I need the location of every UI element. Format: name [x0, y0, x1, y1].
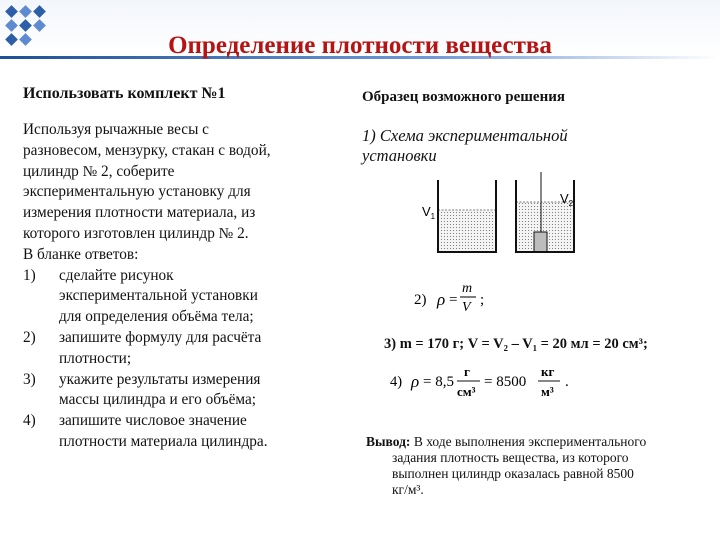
- step-line: укажите результаты измерения: [59, 370, 261, 388]
- water-left: [438, 210, 496, 252]
- task-step: [23, 328, 343, 370]
- task-line: экспериментальную установку для: [23, 183, 251, 201]
- rho-symbol: ρ: [411, 372, 420, 391]
- value-kg-m3: = 8500: [484, 374, 527, 390]
- unit-numerator: г: [464, 364, 470, 379]
- step-line: запишите формулу для расчёта: [59, 328, 262, 346]
- formula-result: [386, 364, 586, 404]
- conclusion-line: задания плотность вещества, из которого: [392, 450, 629, 465]
- task-step: [23, 370, 343, 412]
- task-line: Используя рычажные весы с: [23, 121, 209, 138]
- cylinder: [534, 232, 547, 252]
- solution-heading: Образец возможного решения: [362, 89, 565, 105]
- equals-sign: =: [449, 292, 458, 308]
- conclusion-line: кг/м³.: [392, 482, 424, 497]
- step-line: плотности материала цилиндра.: [59, 432, 268, 450]
- task-line: разновесом, мензурку, стакан с водой,: [23, 141, 271, 159]
- kit-heading: Использовать комплект №1: [23, 85, 226, 102]
- step-number: 4): [23, 412, 36, 430]
- scheme-line: установки: [362, 146, 437, 165]
- v1-label: $V_1$: [422, 204, 436, 221]
- step-line: запишите числовое значение: [59, 412, 247, 430]
- step-number: 2): [23, 328, 36, 346]
- step-line: массы цилиндра и его объёма;: [59, 391, 256, 409]
- fraction-numerator: m: [462, 281, 473, 296]
- formula-measurements: 3) m = 170 г; V = V₂ – V₁ = 20 мл = 20 см³;: [384, 336, 648, 352]
- unit-numerator: кг: [541, 364, 555, 379]
- task-line: которого изготовлен цилиндр № 2.: [23, 224, 249, 242]
- unit-denominator: м³: [541, 384, 554, 399]
- unit-denominator: см³: [457, 384, 476, 399]
- step-line: для определения объёма тела;: [59, 308, 254, 326]
- step-line: сделайте рисунок: [59, 266, 174, 284]
- task-text: [23, 120, 343, 453]
- task-step: [23, 411, 343, 453]
- v2-label: $V_2$: [560, 191, 574, 208]
- page-title: Определение плотности вещества: [168, 32, 552, 59]
- beakers-diagram: [410, 172, 610, 268]
- conclusion: [366, 434, 706, 498]
- conclusion-lead: Вывод:: [366, 434, 411, 449]
- task-line: измерения плотности материала, из: [23, 204, 256, 222]
- scheme-line: 1) Схема экспериментальной: [362, 126, 568, 145]
- step-line: плотности;: [59, 349, 132, 367]
- conclusion-line: выполнен цилиндр оказалась равной 8500: [392, 466, 634, 481]
- formula-number: 2): [414, 292, 427, 308]
- fraction-denominator: V: [462, 300, 471, 315]
- task-line: цилиндр № 2, соберите: [23, 162, 175, 180]
- step-number: 1): [23, 266, 36, 284]
- formula-tail: ;: [480, 292, 485, 308]
- formula-tail: .: [565, 374, 569, 390]
- task-line: В бланке ответов:: [23, 245, 139, 263]
- conclusion-line: В ходе выполнения экспериментального: [413, 434, 647, 449]
- formula-number: 4): [390, 374, 403, 390]
- rho-symbol: ρ: [437, 290, 446, 309]
- value-g-cm3: = 8,5: [423, 374, 454, 390]
- scheme-caption: [362, 126, 568, 166]
- step-number: 3): [23, 370, 36, 388]
- formula-density: [410, 278, 500, 318]
- step-line: экспериментальной установки: [59, 287, 258, 305]
- task-step: [23, 266, 343, 328]
